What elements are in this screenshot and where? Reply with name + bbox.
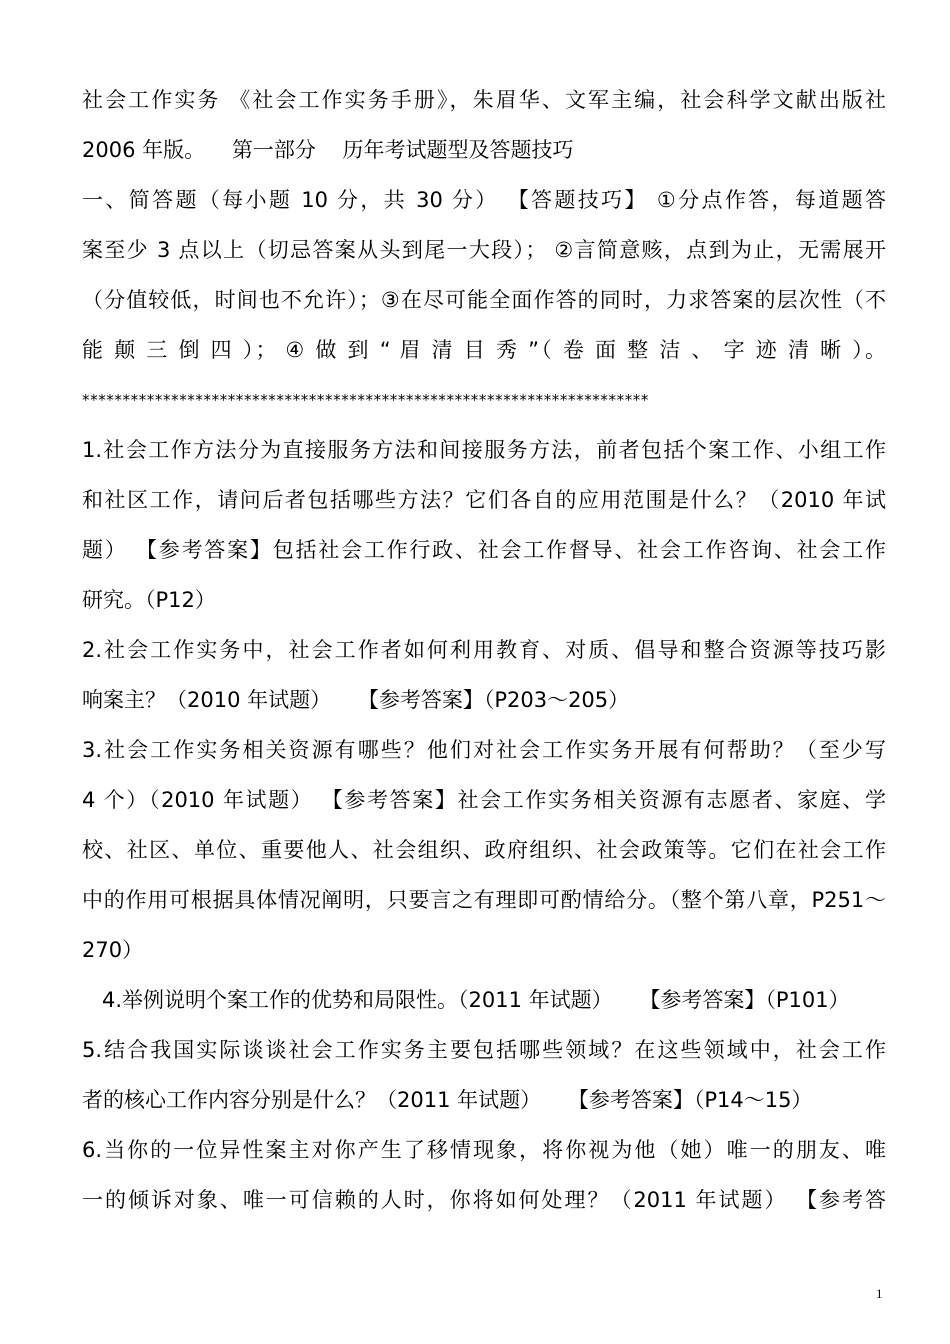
text-line-10: 题） 【参考答案】包括社会工作行政、社会工作督导、社会工作咨询、社会工作 [82,538,886,562]
text-line-4: 案至少 3 点以上（切忌答案从头到尾一大段）； ②言简意赅，点到为止，无需展开 [82,238,886,262]
text-line-22: 6.当你的一位异性案主对你产生了移情现象，将你视为他（她）唯一的朋友、唯 [82,1138,886,1162]
text-line-11: 研究。（P12） [82,588,216,612]
text-line-14: 3.社会工作实务相关资源有哪些？他们对社会工作实务开展有何帮助？（至少写 [82,738,886,762]
text-line-17: 中的作用可根据具体情况阐明，只要言之有理即可酌情给分。（整个第八章，P251～ [82,888,886,912]
text-line-21: 者的核心工作内容分别是什么？（2011 年试题） 【参考答案】（P14～15） [82,1088,813,1112]
text-line-23: 一的倾诉对象、唯一可信赖的人时，你将如何处理？（2011 年试题） 【参考答 [82,1188,886,1212]
text-line-1: 社会工作实务 《社会工作实务手册》，朱眉华、文军主编，社会科学文献出版社 [82,88,886,112]
text-line-20: 5.结合我国实际谈谈社会工作实务主要包括哪些领域？在这些领域中，社会工作 [82,1038,886,1062]
separator-line: ********************************************************************** [82,391,649,409]
text-line-3: 一、简答题（每小题 10 分，共 30 分） 【答题技巧】 ①分点作答，每道题答 [82,188,886,212]
text-line-6: 能 颠 三 倒 四 ）； ④ 做 到 “ 眉 清 目 秀 ”（ 卷 面 整 洁 、 字 迹 清 晰 ）。 [82,338,886,362]
text-line-16: 校、社区、单位、重要他人、社会组织、政府组织、社会政策等。它们在社会工作 [82,838,886,862]
text-line-12: 2.社会工作实务中，社会工作者如何利用教育、对质、倡导和整合资源等技巧影 [82,638,886,662]
page-number: 1 [876,1286,883,1301]
text-line-18: 270） [82,938,144,962]
text-line-15: 4 个）（2010 年试题） 【参考答案】社会工作实务相关资源有志愿者、家庭、学 [82,788,886,812]
text-line-9: 和社区工作，请问后者包括哪些方法？它们各自的应用范围是什么？（2010 年试 [82,488,886,512]
text-line-8: 1.社会工作方法分为直接服务方法和间接服务方法，前者包括个案工作、小组工作 [82,438,886,462]
text-line-2: 2006 年版。 第一部分 历年考试题型及答题技巧 [82,138,574,162]
text-line-19: 4.举例说明个案工作的优势和局限性。（2011 年试题） 【参考答案】（P101） [82,988,850,1012]
text-line-13: 响案主？（2010 年试题） 【参考答案】（P203～205） [82,688,630,712]
text-line-5: （分值较低，时间也不允许）；③在尽可能全面作答的同时，力求答案的层次性（不 [82,288,886,312]
